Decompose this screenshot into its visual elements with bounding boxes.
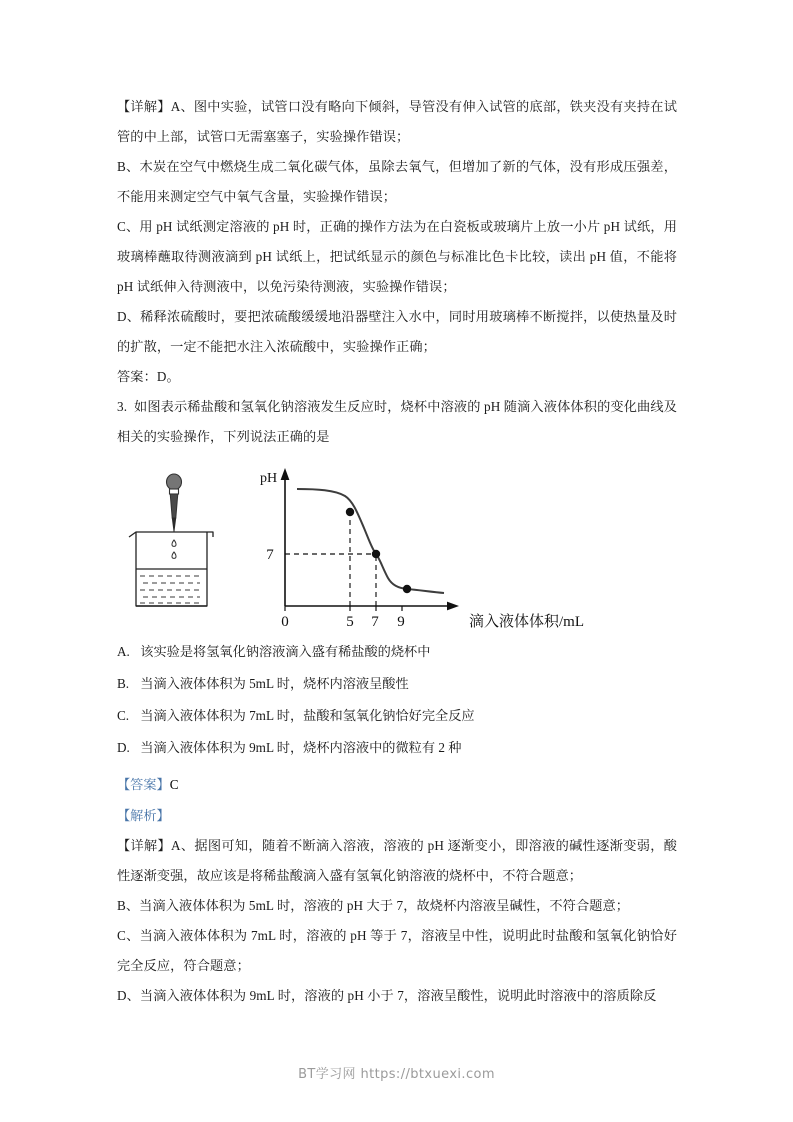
chart-xtick-7: 7 xyxy=(371,614,379,630)
chart-xtick-5: 5 xyxy=(346,614,354,630)
option-b[interactable] xyxy=(117,668,677,700)
chart-xlabel: 滴入液体体积/mL xyxy=(469,614,584,630)
option-a-letter: A. xyxy=(117,644,130,659)
option-a-text: 该实验是将氢氧化钠溶液滴入盛有稀盐酸的烧杯中 xyxy=(140,644,431,659)
chart-xtick-0: 0 xyxy=(281,614,289,630)
explanation-text-a: A、图中实验，试管口没有略向下倾斜，导管没有伸入试管的底部，铁夹没有夹持在试管的中上部，试管口无需塞塞子，实验操作错误； xyxy=(117,99,677,144)
droplet-icon-1 xyxy=(172,540,176,546)
detail-item-a xyxy=(117,831,677,891)
analysis-row xyxy=(117,800,677,831)
explanation-item-d: D、稀释浓硫酸时，要把浓硫酸缓缓地沿器壁注入水中，同时用玻璃棒不断搅拌，以使热量及时的扩散，一定不能把水注入浓硫酸中，实验操作正确； xyxy=(117,309,677,354)
figure-ph-titration xyxy=(117,456,677,634)
chart-data-points xyxy=(346,508,411,593)
explanation-item-b: B、木炭在空气中燃烧生成二氧化碳气体，虽除去氧气，但增加了新的气体，没有形成压强差，不能用来测定空气中氧气含量，实验操作错误； xyxy=(117,159,677,204)
droplet-icon-2 xyxy=(172,552,176,558)
data-point-5ml xyxy=(346,508,354,516)
explanation-item-a xyxy=(117,92,677,152)
option-d-text: 当滴入液体体积为 9mL 时，烧杯内溶液中的微粒有 2 种 xyxy=(140,740,462,755)
detail-text-a: A、据图可知，随着不断滴入溶液，溶液的 pH 逐渐变小，即溶液的碱性逐渐变弱，酸性逐渐变强，故应该是将稀盐酸滴入盛有氢氧化钠溶液的烧杯中，不符合题意； xyxy=(117,838,678,883)
x-axis-arrow xyxy=(447,602,459,611)
question-stem-text: 如图表示稀盐酸和氢氧化钠溶液发生反应时，烧杯中溶液的 pH 随滴入液体体积的变化曲线及相关的实验操作，下列说法正确的是 xyxy=(117,399,678,444)
chart-curve xyxy=(297,489,444,593)
option-a[interactable] xyxy=(117,636,677,668)
option-c[interactable] xyxy=(117,700,677,732)
option-c-letter: C. xyxy=(117,708,130,723)
option-b-letter: B. xyxy=(117,676,130,691)
chart-ytick-7: 7 xyxy=(266,547,274,563)
droplet-icon-group xyxy=(172,540,176,558)
answer-value: C xyxy=(169,777,179,792)
dropper-icon xyxy=(167,474,182,532)
previous-answer-label: 答案：D。 xyxy=(117,369,180,384)
chart-xtick-9: 9 xyxy=(397,614,405,630)
detail-tag: 【详解】 xyxy=(117,99,171,114)
option-c-text: 当滴入液体体积为 7mL 时，盐酸和氢氧化钠恰好完全反应 xyxy=(140,708,475,723)
answer-tag: 【答案】 xyxy=(117,777,170,792)
question-stem xyxy=(117,392,677,452)
data-point-7ml xyxy=(372,550,380,558)
option-d[interactable] xyxy=(117,732,677,764)
answer-row xyxy=(117,769,677,800)
document-content xyxy=(117,92,677,1011)
detail-tag-2: 【详解】 xyxy=(117,838,172,853)
y-axis-arrow xyxy=(281,468,290,480)
question-number: 3. xyxy=(117,399,128,414)
detail-item-d: D、当滴入液体体积为 9mL 时，溶液的 pH 小于 7，溶液呈酸性，说明此时溶液中的溶质除反 xyxy=(117,988,657,1003)
detail-item-b: B、当滴入液体体积为 5mL 时，溶液的 pH 大于 7，故烧杯内溶液呈碱性，不符合题意； xyxy=(117,898,630,913)
analysis-tag: 【解析】 xyxy=(117,808,170,823)
data-point-9ml xyxy=(403,585,411,593)
detail-item-c: C、当滴入液体体积为 7mL 时，溶液的 pH 等于 7，溶液呈中性，说明此时盐酸和氢氧化钠恰好完全反应，符合题意； xyxy=(117,928,677,973)
option-d-letter: D. xyxy=(117,740,130,755)
beaker-liquid xyxy=(140,576,203,603)
chart-ylabel: pH xyxy=(260,471,278,486)
site-watermark: BT学习网 https://btxuexi.com xyxy=(298,1067,495,1082)
beaker-icon xyxy=(129,532,213,606)
explanation-item-c: C、用 pH 试纸测定溶液的 pH 时，正确的操作方法为在白瓷板或玻璃片上放一小片 pH 试纸，用玻璃棒蘸取待测液滴到 pH 试纸上，把试纸显示的颜色与标准比色卡比较，读出 pH 值，不能将 pH 试纸伸入待测液中，以免污染待测液，实验操作错误； xyxy=(117,219,677,294)
option-b-text: 当滴入液体体积为 5mL 时，烧杯内溶液呈酸性 xyxy=(140,676,409,691)
